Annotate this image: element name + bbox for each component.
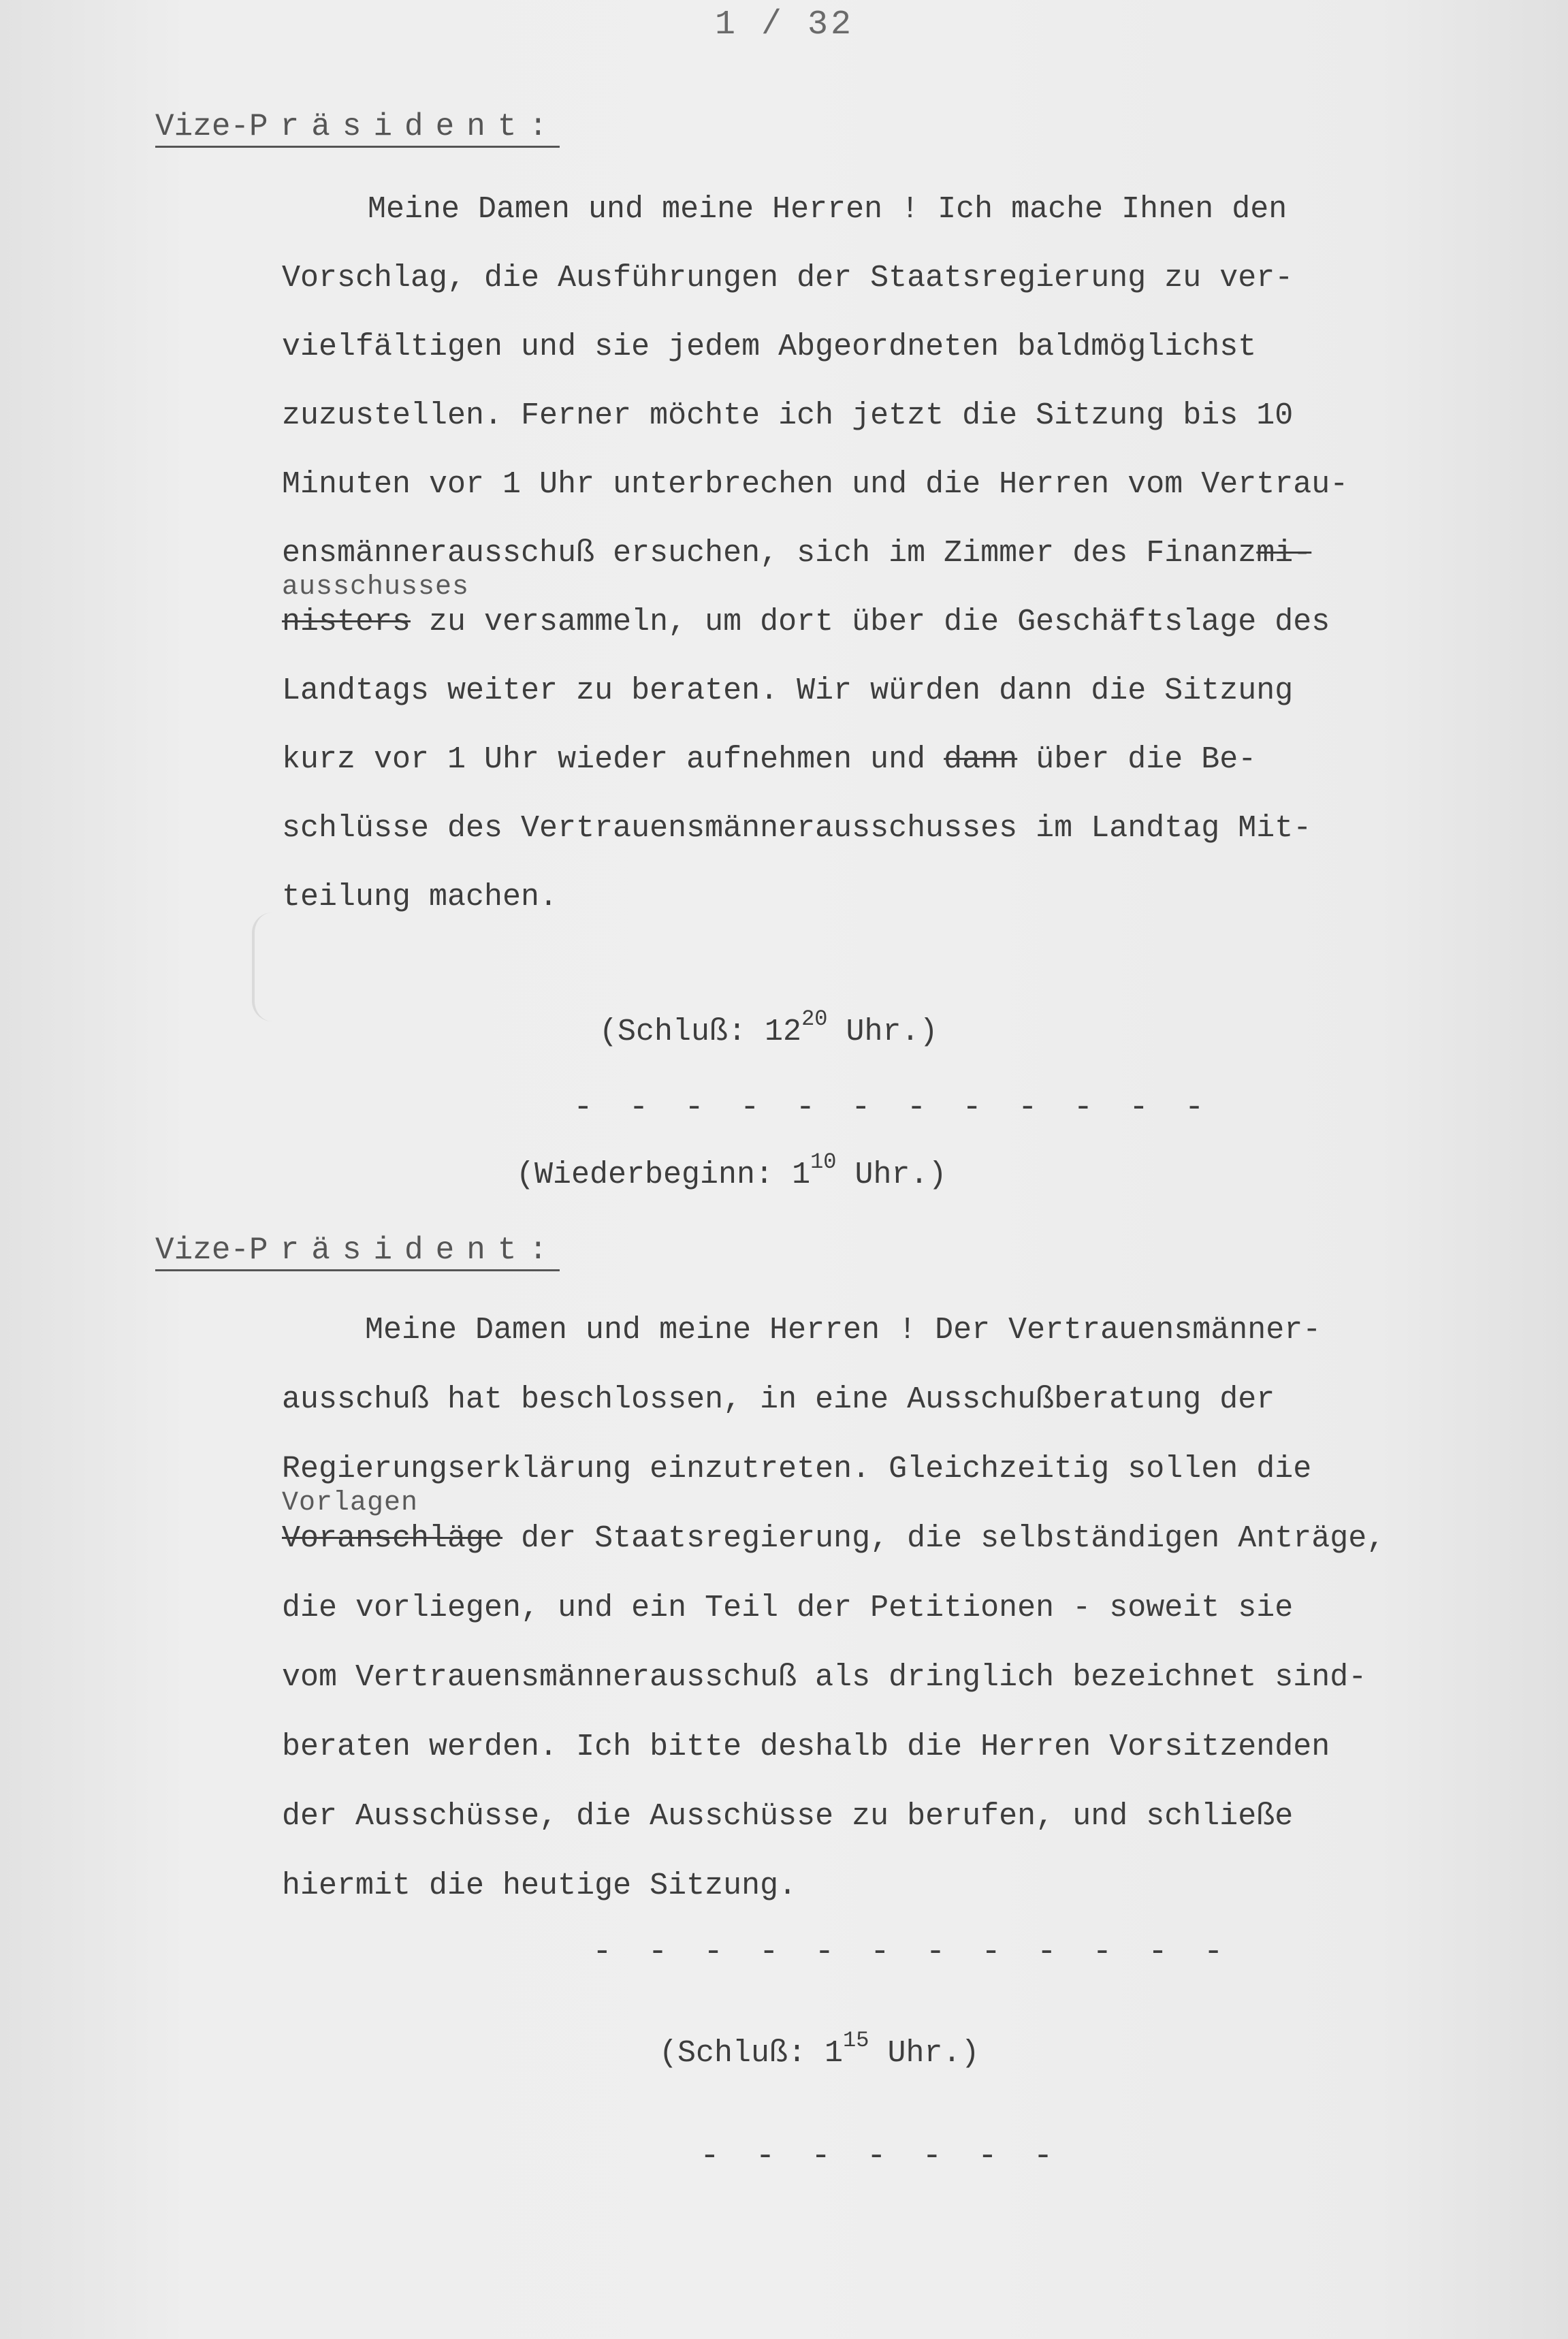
speaker-prefix: Vize- [155,1232,250,1268]
struck-text: dann [944,742,1018,777]
separator-dashes-3: - - - - - - - [700,2138,1061,2175]
text-line: Voranschläge der Staatsregierung, die selbständigen Anträge, [282,1521,1386,1556]
session-close-2: (Schluß: $1^{15}$ Uhr.) [659,2028,980,2071]
speaker-heading-1 [155,109,560,148]
struck-text: nisters [282,605,411,639]
text-line: Vorschlag, die Ausführungen der Staatsregierung zu ver- [282,261,1294,296]
text-line: hiermit die heutige Sitzung. [282,1868,797,1903]
text-line: die vorliegen, und ein Teil der Petitionen - soweit sie [282,1591,1294,1625]
text-line: Meine Damen und meine Herren ! Ich mache Ihnen den [368,192,1287,227]
text-line: nisters zu versammeln, um dort über die Geschäftslage des [282,605,1330,639]
session-resume: (Wiederbeginn: $1^{10}$ Uhr.) [516,1149,947,1192]
text-line: Minuten vor 1 Uhr unterbrechen und die Herren vom Vertrau- [282,467,1349,502]
text-line: teilung machen. [282,880,558,914]
text-line: beraten werden. Ich bitte deshalb die Herren Vorsitzenden [282,1730,1330,1764]
session-close-1: (Schluß: $12^{20}$ Uhr.) [599,1006,938,1049]
struck-text: Voranschläge [282,1521,503,1556]
speaker-title: Präsident: [249,109,560,144]
text-line: schlüsse des Vertrauensmännerausschusses im Landtag Mit- [282,811,1312,846]
text-line: Regierungserklärung einzutreten. Gleichzeitig sollen die [282,1452,1312,1486]
text-line: kurz vor 1 Uhr wieder aufnehmen und dann über die Be- [282,742,1257,777]
speaker-prefix: Vize- [155,109,250,144]
separator-dashes-2: - - - - - - - - - - - - [592,1934,1232,1971]
speaker-title: Präsident: [249,1232,560,1268]
text-line: der Ausschüsse, die Ausschüsse zu berufen, und schließe [282,1799,1294,1834]
text-line: vom Vertrauensmännerausschuß als dringlich bezeichnet sind- [282,1660,1367,1695]
paper-stain [252,912,295,1021]
handwritten-insertion: ausschusses [282,572,470,603]
separator-dashes-1: - - - - - - - - - - - - [573,1089,1213,1126]
text-line: ensmännerausschuß ersuchen, sich im Zimmer des Finanzmi- [282,536,1312,571]
text-line: ausschuß hat beschlossen, in eine Ausschußberatung der [282,1382,1275,1417]
page-number: 1 / 32 [715,5,854,44]
text-line: vielfältigen und sie jedem Abgeordneten baldmöglichst [282,330,1257,364]
speaker-heading-2 [155,1232,560,1271]
struck-text: mi- [1256,536,1312,571]
text-line: Meine Damen und meine Herren ! Der Vertrauensmänner- [365,1313,1322,1348]
text-line: Landtags weiter zu beraten. Wir würden dann die Sitzung [282,673,1294,708]
handwritten-insertion: Vorlagen [282,1488,419,1518]
text-line: zuzustellen. Ferner möchte ich jetzt die Sitzung bis 10 [282,398,1294,433]
